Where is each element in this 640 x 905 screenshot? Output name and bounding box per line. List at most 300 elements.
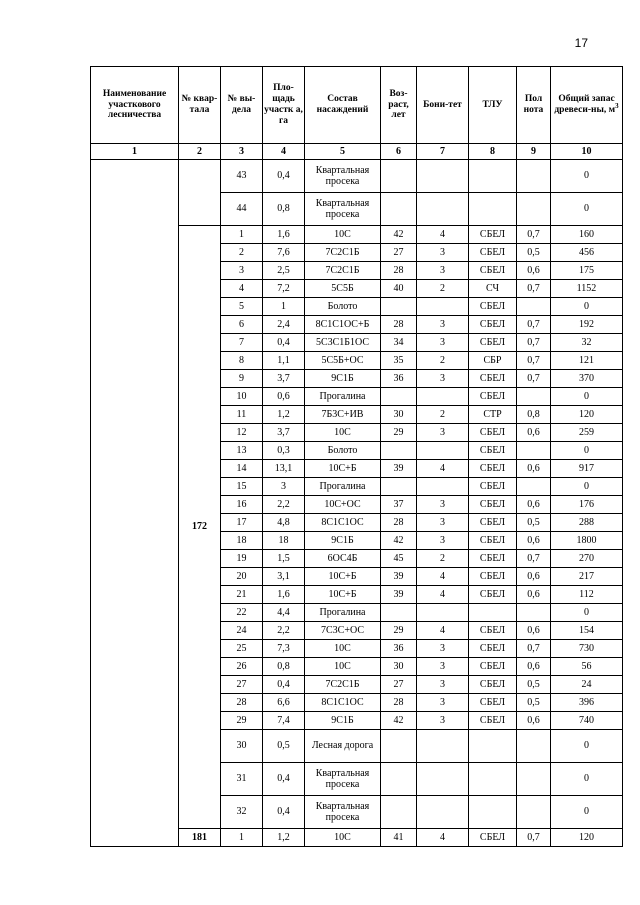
bonitet-cell: 3 [417, 244, 469, 262]
tlu-cell [469, 604, 517, 622]
composition-cell: 7С2С1Б [305, 262, 381, 280]
bonitet-cell [417, 298, 469, 316]
table-row [91, 160, 623, 193]
age-cell [381, 604, 417, 622]
reserve-cell: 154 [551, 622, 623, 640]
reserve-cell: 120 [551, 829, 623, 847]
composition-cell: Квартальная просека [305, 763, 381, 796]
column-number: 1 [91, 144, 179, 160]
reserve-cell: 120 [551, 406, 623, 424]
age-cell: 36 [381, 370, 417, 388]
age-cell: 42 [381, 712, 417, 730]
composition-cell: 10С [305, 640, 381, 658]
vydel-cell: 16 [221, 496, 263, 514]
reserve-cell: 288 [551, 514, 623, 532]
bonitet-cell: 3 [417, 514, 469, 532]
vydel-cell: 9 [221, 370, 263, 388]
age-cell: 39 [381, 460, 417, 478]
reserve-cell: 0 [551, 763, 623, 796]
tlu-cell: СБЕЛ [469, 424, 517, 442]
tlu-cell: СБЕЛ [469, 388, 517, 406]
vydel-cell: 7 [221, 334, 263, 352]
tlu-cell: СБЕЛ [469, 478, 517, 496]
polnota-cell [517, 442, 551, 460]
tlu-cell: СБЕЛ [469, 226, 517, 244]
area-cell: 0,6 [263, 388, 305, 406]
reserve-cell: 270 [551, 550, 623, 568]
polnota-cell [517, 160, 551, 193]
header-vydel: № вы-дела [221, 67, 263, 144]
area-cell: 2,5 [263, 262, 305, 280]
composition-cell: Прогалина [305, 604, 381, 622]
tlu-cell: СТР [469, 406, 517, 424]
area-cell: 2,4 [263, 316, 305, 334]
vydel-cell: 13 [221, 442, 263, 460]
lesnichestvo-cell [91, 160, 179, 847]
reserve-cell: 112 [551, 586, 623, 604]
column-number: 8 [469, 144, 517, 160]
column-number: 6 [381, 144, 417, 160]
area-cell: 13,1 [263, 460, 305, 478]
table-body [91, 160, 623, 847]
header-polnota: Пол нота [517, 67, 551, 144]
reserve-cell: 370 [551, 370, 623, 388]
age-cell: 28 [381, 262, 417, 280]
bonitet-cell: 3 [417, 694, 469, 712]
tlu-cell [469, 763, 517, 796]
vydel-cell: 18 [221, 532, 263, 550]
bonitet-cell: 4 [417, 586, 469, 604]
reserve-cell: 56 [551, 658, 623, 676]
polnota-cell: 0,7 [517, 370, 551, 388]
polnota-cell: 0,7 [517, 316, 551, 334]
area-cell: 0,4 [263, 763, 305, 796]
bonitet-cell [417, 388, 469, 406]
column-number: 7 [417, 144, 469, 160]
area-cell: 7,6 [263, 244, 305, 262]
age-cell: 35 [381, 352, 417, 370]
bonitet-cell: 3 [417, 712, 469, 730]
bonitet-cell: 2 [417, 280, 469, 298]
age-cell: 41 [381, 829, 417, 847]
polnota-cell: 0,7 [517, 550, 551, 568]
composition-cell: Квартальная просека [305, 796, 381, 829]
reserve-cell: 730 [551, 640, 623, 658]
polnota-cell: 0,6 [517, 712, 551, 730]
age-cell: 27 [381, 244, 417, 262]
age-cell: 36 [381, 640, 417, 658]
polnota-cell: 0,6 [517, 496, 551, 514]
page-number: 17 [574, 36, 588, 50]
bonitet-cell [417, 730, 469, 763]
bonitet-cell: 3 [417, 424, 469, 442]
polnota-cell [517, 193, 551, 226]
bonitet-cell: 3 [417, 658, 469, 676]
composition-cell: 10С+ОС [305, 496, 381, 514]
tlu-cell: СБЕЛ [469, 298, 517, 316]
reserve-cell: 1800 [551, 532, 623, 550]
area-cell: 0,4 [263, 796, 305, 829]
vydel-cell: 44 [221, 193, 263, 226]
reserve-cell: 175 [551, 262, 623, 280]
polnota-cell [517, 388, 551, 406]
composition-cell: 5С5Б+ОС [305, 352, 381, 370]
polnota-cell: 0,7 [517, 640, 551, 658]
vydel-cell: 4 [221, 280, 263, 298]
tlu-cell: СБЕЛ [469, 334, 517, 352]
tlu-cell: СБЕЛ [469, 586, 517, 604]
reserve-cell: 160 [551, 226, 623, 244]
reserve-cell: 0 [551, 298, 623, 316]
bonitet-cell: 3 [417, 370, 469, 388]
area-cell: 0,5 [263, 730, 305, 763]
age-cell: 42 [381, 226, 417, 244]
polnota-cell: 0,6 [517, 460, 551, 478]
composition-cell: 8С1С1ОС [305, 694, 381, 712]
bonitet-cell: 4 [417, 460, 469, 478]
bonitet-cell: 4 [417, 226, 469, 244]
polnota-cell: 0,7 [517, 829, 551, 847]
reserve-cell: 121 [551, 352, 623, 370]
polnota-cell [517, 604, 551, 622]
composition-cell: 7С2С1Б [305, 676, 381, 694]
tlu-cell: СБЕЛ [469, 640, 517, 658]
area-cell: 1,2 [263, 406, 305, 424]
bonitet-cell: 2 [417, 352, 469, 370]
reserve-cell: 0 [551, 160, 623, 193]
area-cell: 0,4 [263, 160, 305, 193]
vydel-cell: 24 [221, 622, 263, 640]
reserve-cell: 0 [551, 796, 623, 829]
polnota-cell: 0,6 [517, 424, 551, 442]
vydel-cell: 10 [221, 388, 263, 406]
composition-cell: 6ОС4Б [305, 550, 381, 568]
area-cell: 0,4 [263, 334, 305, 352]
header-bonitet: Бони-тет [417, 67, 469, 144]
vydel-cell: 8 [221, 352, 263, 370]
vydel-cell: 43 [221, 160, 263, 193]
area-cell: 2,2 [263, 622, 305, 640]
tlu-cell [469, 730, 517, 763]
tlu-cell [469, 193, 517, 226]
bonitet-cell: 3 [417, 532, 469, 550]
vydel-cell: 1 [221, 829, 263, 847]
composition-cell: 5С5Б [305, 280, 381, 298]
area-cell: 7,4 [263, 712, 305, 730]
composition-cell: 8С1С1ОС [305, 514, 381, 532]
bonitet-cell: 4 [417, 568, 469, 586]
composition-cell: 10С+Б [305, 568, 381, 586]
vydel-cell: 15 [221, 478, 263, 496]
polnota-cell [517, 796, 551, 829]
tlu-cell: СБЕЛ [469, 829, 517, 847]
column-number: 2 [179, 144, 221, 160]
age-cell [381, 442, 417, 460]
composition-cell: 10С [305, 829, 381, 847]
bonitet-cell [417, 796, 469, 829]
bonitet-cell [417, 193, 469, 226]
header-reserve [551, 67, 623, 144]
area-cell: 2,2 [263, 496, 305, 514]
polnota-cell: 0,7 [517, 226, 551, 244]
bonitet-cell [417, 604, 469, 622]
polnota-cell: 0,7 [517, 334, 551, 352]
tlu-cell: СБЕЛ [469, 316, 517, 334]
area-cell: 0,8 [263, 193, 305, 226]
area-cell: 1,5 [263, 550, 305, 568]
age-cell [381, 298, 417, 316]
composition-cell: 10С [305, 424, 381, 442]
vydel-cell: 21 [221, 586, 263, 604]
bonitet-cell: 2 [417, 406, 469, 424]
reserve-cell: 740 [551, 712, 623, 730]
bonitet-cell [417, 160, 469, 193]
composition-cell: Квартальная просека [305, 193, 381, 226]
tlu-cell: СБЕЛ [469, 460, 517, 478]
forest-inventory-table [90, 66, 623, 847]
age-cell: 39 [381, 586, 417, 604]
polnota-cell [517, 298, 551, 316]
reserve-cell: 217 [551, 568, 623, 586]
age-cell [381, 193, 417, 226]
polnota-cell: 0,5 [517, 244, 551, 262]
polnota-cell: 0,5 [517, 514, 551, 532]
reserve-cell: 0 [551, 730, 623, 763]
composition-cell: 5С3С1Б1ОС [305, 334, 381, 352]
reserve-cell: 0 [551, 388, 623, 406]
reserve-cell: 0 [551, 193, 623, 226]
area-cell: 1,2 [263, 829, 305, 847]
vydel-cell: 12 [221, 424, 263, 442]
reserve-cell: 456 [551, 244, 623, 262]
bonitet-cell [417, 763, 469, 796]
header-kvartal: № квар-тала [179, 67, 221, 144]
polnota-cell: 0,6 [517, 586, 551, 604]
polnota-cell: 0,7 [517, 352, 551, 370]
tlu-cell: СБЕЛ [469, 244, 517, 262]
tlu-cell: СБЕЛ [469, 550, 517, 568]
bonitet-cell: 3 [417, 262, 469, 280]
column-number: 10 [551, 144, 623, 160]
polnota-cell [517, 730, 551, 763]
polnota-cell: 0,7 [517, 280, 551, 298]
bonitet-cell [417, 478, 469, 496]
vydel-cell: 20 [221, 568, 263, 586]
age-cell [381, 730, 417, 763]
age-cell [381, 796, 417, 829]
bonitet-cell: 4 [417, 829, 469, 847]
tlu-cell: СБЕЛ [469, 496, 517, 514]
polnota-cell [517, 478, 551, 496]
composition-cell: 7С2С1Б [305, 244, 381, 262]
bonitet-cell: 3 [417, 316, 469, 334]
reserve-cell: 0 [551, 604, 623, 622]
polnota-cell: 0,6 [517, 262, 551, 280]
polnota-cell: 0,6 [517, 532, 551, 550]
composition-cell: Болото [305, 442, 381, 460]
tlu-cell [469, 160, 517, 193]
vydel-cell: 25 [221, 640, 263, 658]
polnota-cell: 0,6 [517, 568, 551, 586]
header-row [91, 67, 623, 144]
area-cell: 3 [263, 478, 305, 496]
vydel-cell: 28 [221, 694, 263, 712]
area-cell: 7,3 [263, 640, 305, 658]
area-cell: 4,4 [263, 604, 305, 622]
tlu-cell: СБЕЛ [469, 568, 517, 586]
polnota-cell: 0,8 [517, 406, 551, 424]
header-composition: Состав насаждений [305, 67, 381, 144]
column-number: 9 [517, 144, 551, 160]
composition-cell: Лесная дорога [305, 730, 381, 763]
reserve-cell: 396 [551, 694, 623, 712]
vydel-cell: 30 [221, 730, 263, 763]
tlu-cell: СБЕЛ [469, 712, 517, 730]
composition-cell: 10С+Б [305, 586, 381, 604]
tlu-cell: СБЕЛ [469, 676, 517, 694]
composition-cell: Квартальная просека [305, 160, 381, 193]
polnota-cell [517, 763, 551, 796]
age-cell: 29 [381, 424, 417, 442]
area-cell: 3,7 [263, 370, 305, 388]
age-cell: 39 [381, 568, 417, 586]
bonitet-cell: 3 [417, 496, 469, 514]
polnota-cell: 0,6 [517, 658, 551, 676]
polnota-cell: 0,6 [517, 622, 551, 640]
tlu-cell: СБЕЛ [469, 370, 517, 388]
tlu-cell: СБЕЛ [469, 262, 517, 280]
vydel-cell: 5 [221, 298, 263, 316]
reserve-cell: 32 [551, 334, 623, 352]
bonitet-cell: 3 [417, 640, 469, 658]
area-cell: 6,6 [263, 694, 305, 712]
tlu-cell: СЧ [469, 280, 517, 298]
bonitet-cell [417, 442, 469, 460]
kvartal-cell: 172 [179, 226, 221, 829]
area-cell: 0,8 [263, 658, 305, 676]
kvartal-cell: 181 [179, 829, 221, 847]
age-cell: 30 [381, 406, 417, 424]
vydel-cell: 26 [221, 658, 263, 676]
age-cell [381, 478, 417, 496]
reserve-cell: 176 [551, 496, 623, 514]
composition-cell: 10С+Б [305, 460, 381, 478]
age-cell: 40 [381, 280, 417, 298]
column-number: 3 [221, 144, 263, 160]
tlu-cell [469, 796, 517, 829]
composition-cell: 8С1С1ОС+Б [305, 316, 381, 334]
area-cell: 1,6 [263, 226, 305, 244]
age-cell: 28 [381, 316, 417, 334]
composition-cell: Болото [305, 298, 381, 316]
tlu-cell: СБЕЛ [469, 514, 517, 532]
reserve-cell: 0 [551, 478, 623, 496]
age-cell: 34 [381, 334, 417, 352]
tlu-cell: СБЕЛ [469, 442, 517, 460]
reserve-cell: 1152 [551, 280, 623, 298]
age-cell [381, 763, 417, 796]
area-cell: 3,1 [263, 568, 305, 586]
area-cell: 4,8 [263, 514, 305, 532]
vydel-cell: 22 [221, 604, 263, 622]
age-cell: 37 [381, 496, 417, 514]
vydel-cell: 3 [221, 262, 263, 280]
bonitet-cell: 3 [417, 676, 469, 694]
age-cell: 28 [381, 694, 417, 712]
composition-cell: Прогалина [305, 478, 381, 496]
tlu-cell: СБЕЛ [469, 658, 517, 676]
kvartal-cell [179, 160, 221, 226]
column-number-row [91, 144, 623, 160]
area-cell: 1 [263, 298, 305, 316]
tlu-cell: СБЕЛ [469, 532, 517, 550]
bonitet-cell: 2 [417, 550, 469, 568]
header-lesnichestvo: Наименование участкового лесничества [91, 67, 179, 144]
reserve-cell: 917 [551, 460, 623, 478]
area-cell: 7,2 [263, 280, 305, 298]
age-cell: 30 [381, 658, 417, 676]
bonitet-cell: 3 [417, 334, 469, 352]
vydel-cell: 17 [221, 514, 263, 532]
area-cell: 1,6 [263, 586, 305, 604]
header-tlu: ТЛУ [469, 67, 517, 144]
tlu-cell: СБЕЛ [469, 622, 517, 640]
column-number: 4 [263, 144, 305, 160]
reserve-cell: 24 [551, 676, 623, 694]
vydel-cell: 29 [221, 712, 263, 730]
age-cell [381, 388, 417, 406]
area-cell: 18 [263, 532, 305, 550]
composition-cell: 7С3С+ОС [305, 622, 381, 640]
age-cell: 28 [381, 514, 417, 532]
column-number: 5 [305, 144, 381, 160]
composition-cell: 9С1Б [305, 370, 381, 388]
reserve-cell: 192 [551, 316, 623, 334]
header-age: Воз-раст, лет [381, 67, 417, 144]
header-area: Пло-щадь участк а, га [263, 67, 305, 144]
polnota-cell: 0,5 [517, 694, 551, 712]
polnota-cell: 0,5 [517, 676, 551, 694]
bonitet-cell: 4 [417, 622, 469, 640]
age-cell: 27 [381, 676, 417, 694]
composition-cell: 10С [305, 226, 381, 244]
composition-cell: 9С1Б [305, 712, 381, 730]
composition-cell: 7Б3С+ИВ [305, 406, 381, 424]
area-cell: 0,4 [263, 676, 305, 694]
vydel-cell: 6 [221, 316, 263, 334]
age-cell: 42 [381, 532, 417, 550]
area-cell: 1,1 [263, 352, 305, 370]
vydel-cell: 2 [221, 244, 263, 262]
vydel-cell: 31 [221, 763, 263, 796]
area-cell: 3,7 [263, 424, 305, 442]
vydel-cell: 11 [221, 406, 263, 424]
composition-cell: 10С [305, 658, 381, 676]
age-cell: 45 [381, 550, 417, 568]
header-reserve-text: Общий запас древеси-ны, м [554, 94, 616, 115]
age-cell [381, 160, 417, 193]
vydel-cell: 19 [221, 550, 263, 568]
vydel-cell: 27 [221, 676, 263, 694]
vydel-cell: 14 [221, 460, 263, 478]
reserve-cell: 259 [551, 424, 623, 442]
vydel-cell: 1 [221, 226, 263, 244]
tlu-cell: СБР [469, 352, 517, 370]
tlu-cell: СБЕЛ [469, 694, 517, 712]
composition-cell: Прогалина [305, 388, 381, 406]
vydel-cell: 32 [221, 796, 263, 829]
header-reserve-sup: 3 [615, 101, 619, 110]
